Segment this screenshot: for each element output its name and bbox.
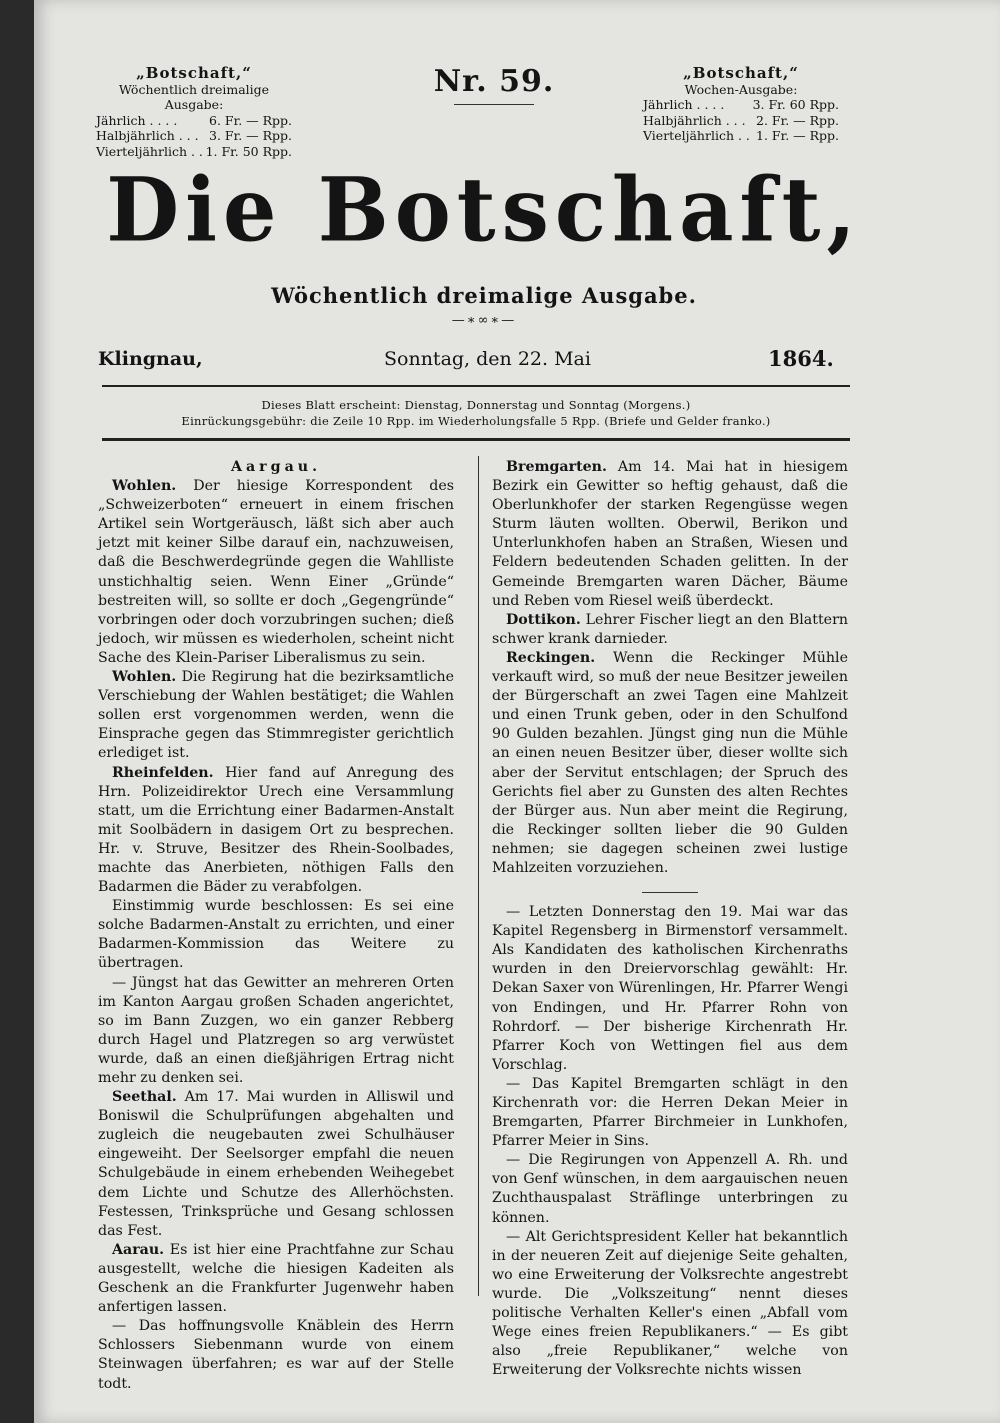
price-row: Jährlich . . . . 6. Fr. — Rpp. [96, 112, 292, 128]
article-wohlen-2: Wohlen. Die Regirung hat die bezirksamtliche Verschiebung der Wahlen bestätiget; die Wahlen sollen erst vorgenommen werden, wenn die Einsprache gegen das Stimmregister gerichtlich erlediget ist. [98, 669, 454, 762]
ornament-divider: —∗∞∗— [451, 313, 517, 328]
header-rule-top [102, 385, 850, 387]
left-column [98, 458, 454, 1394]
section-heading-aargau: Aargau. [230, 459, 322, 475]
subscription-box-left [96, 66, 292, 159]
article-rheinfelden: Rheinfelden. Hier fand auf Anregung des Hrn. Polizeidirektor Urech eine Versammlung statt, um die Errichtung einer Badarmen-Anstalt mit Soolbädern in dasigem Ort zu besprechen. Hr. v. Struve, Besitzer des Rhein-Soolbades, machte das Anerbieten, nöthigen Falls den Badarmen die Bäder zu verabfolgen. [98, 764, 454, 896]
article-paragraph: — Das Kapitel Bremgarten schlägt in den Kirchenrath vor: die Herren Dekan Meier in Bremgarten, Pfarrer Birchmeier in Lunkhofen, Pfarrer Meier in Sins. [492, 1075, 848, 1150]
article-paragraph: — Jüngst hat das Gewitter an mehreren Orten im Kanton Aargau großen Schaden angerichtet, so im Bann Zuzgen, wo ein ganzer Rebberg durch Hagel und Platzregen so arg verwüstet wurde, daß an einen dießjährigen Ertrag nicht mehr zu denken sei. [98, 974, 454, 1086]
issue-year: 1864. [768, 346, 834, 371]
price-row: Halbjährlich . . . 2. Fr. — Rpp. [643, 112, 839, 128]
article-paragraph: — Das hoffnungsvolle Knäblein des Herrn Schlossers Siebenmann wurde von einem Steinwagen überfahren; es war auf der Stelle todt. [98, 1318, 454, 1392]
subscription-title-right: „Botschaft,“ [683, 64, 799, 82]
article-separator [642, 878, 698, 893]
publication-info-1: Dieses Blatt erscheint: Dienstag, Donnerstag und Sonntag (Morgens.) [261, 398, 691, 412]
article-dottikon: Dottikon. Lehrer Fischer liegt an den Blattern schwer krank darnieder. [492, 611, 848, 647]
issue-number-underline [454, 104, 534, 105]
article-paragraph: — Letzten Donnerstag den 19. Mai war das Kapitel Regensberg in Birmenstorf versammelt. Als Kandidaten des katholischen Kirchenraths wurden in den Dreiervorschlag gewählt: Hr. Dekan Saxer von Würenlingen, Hr. Pfarrer Wengi von Endingen, und Hr. Pfarrer Rohn von Rohrdorf. — Der bisherige Kirchenrath Hr. Pfarrer Koch von Wettingen fiel aus dem Vorschlag. [492, 904, 848, 1073]
article-aarau: Aarau. Es ist hier eine Prachtfahne zur Schau ausgestellt, welche die hiesigen Kadeiten als Geschenk an die Frankfurter Jugenwehr haben anfertigen lassen. [98, 1241, 454, 1316]
publication-info-2: Einrückungsgebühr: die Zeile 10 Rpp. im Wiederholungsfalle 5 Rpp. (Briefe und Gelder franko.) [181, 414, 771, 428]
place-name: Klingnau, [98, 348, 203, 370]
subscription-subtitle-right: Wochen-Ausgabe: [684, 81, 798, 97]
article-paragraph: Einstimmig wurde beschlossen: Es sei eine solche Badarmen-Anstalt zu errichten, und einer Badarmen-Kommission das Weitere zu übertragen. [98, 898, 454, 972]
masthead-subtitle: Wöchentlich dreimalige Ausgabe. [271, 283, 697, 308]
header-rule-bottom [102, 438, 850, 441]
price-row: Vierteljährlich . . 1. Fr. 50 Rpp. [96, 143, 292, 159]
price-row: Halbjährlich . . . 3. Fr. — Rpp. [96, 128, 292, 143]
price-row: Vierteljährlich . . 1. Fr. — Rpp. [643, 128, 839, 143]
issue-date: Sonntag, den 22. Mai [384, 348, 591, 370]
column-divider [478, 456, 479, 1296]
article-paragraph: — Alt Gerichtspresident Keller hat bekanntlich in der neueren Zeit auf diejenige Seite gehalten, wo eine Erweiterung der Volksrechte angestrebt wurde. Die „Volkszeitung“ nennt dieses politische Verhalten Keller's einen „Abfall vom Wege eines freien Republikaners.“ — Es gibt also „freie Republikaner,“ welche von Erweiterung der Volksrechte nichts wissen [492, 1228, 848, 1379]
masthead-title: Die Botschaft, [106, 157, 862, 262]
issue-number: Nr. 59. [433, 64, 555, 99]
subscription-title-left: „Botschaft,“ [136, 64, 252, 82]
subscription-subtitle-left: Wöchentlich dreimalige Ausgabe: [118, 81, 270, 112]
right-column [492, 458, 848, 1380]
article-wohlen-1: Wohlen. Der hiesige Korrespondent des „Schweizerboten“ erneuert in einem frischen Artikel sein Wortgeräusch, läßt sich aber auch jetzt mit keiner Silbe darauf ein, nachzuweisen, daß die Beschwerdegründe gegen die Wahlliste unstichhaltig seien. Wenn Einer „Gründe“ bestreiten will, so sollte er doch „Gegengründe“ vorbringen oder doch vorzubringen suchen; dieß jedoch, wir müssen es wiederholen, scheint nicht Sache des Klein-Pariser Liberalismus zu sein. [98, 478, 454, 666]
newspaper-page [34, 0, 1000, 1423]
article-paragraph: — Die Regirungen von Appenzell A. Rh. und von Genf wünschen, in dem aargauischen neuen Zuchthauspalast Sträflinge unterbringen zu können. [492, 1152, 848, 1226]
article-reckingen: Reckingen. Wenn die Reckinger Mühle verkauft wird, so muß der neue Besitzer jeweilen der Bürgerschaft an zwei Tagen eine Mahlzeit und einen Trunk geben, oder in den Schulfond 90 Gulden bezahlen. Jüngst ging nun die Mühle an einen neuen Besitzer über, dieser wollte sich aber der Servitut entschlagen; der Spruch des Gerichts fiel aber zu Gunsten des alten Rechtes der Bürger aus. Nun aber meint die Regirung, die Reckinger sollten lieber die 90 Gulden nehmen; sie dagegen scheinen zwei lustige Mahlzeiten vorzuziehen. [492, 649, 848, 876]
article-seethal: Seethal. Am 17. Mai wurden in Alliswil und Boniswil die Schulprüfungen abgehalten und zugleich die neugebauten zwei Schulhäuser eingeweiht. Der Seelsorger empfahl die neuen Schulgebäude in einem erhebenden Weihegebet dem Lichte und Schutze des Allerhöchsten. Festessen, Trinksprüche und Gesang schlossen das Fest. [98, 1089, 454, 1239]
subscription-box-right [643, 66, 839, 144]
price-row: Jährlich . . . . 3. Fr. 60 Rpp. [643, 97, 839, 112]
article-bremgarten: Bremgarten. Am 14. Mai hat in hiesigem Bezirk ein Gewitter so heftig gehaust, daß die Oberlunkhofer der starken Regengüsse wegen Sturm läuten wollten. Oberwil, Berikon und Unterlunkhofen haben an Straßen, Wiesen und Feldern bedeutenden Schaden gelitten. In der Gemeinde Bremgarten waren Dächer, Bäume und Reben vom Riesel weiß überdeckt. [492, 459, 848, 609]
